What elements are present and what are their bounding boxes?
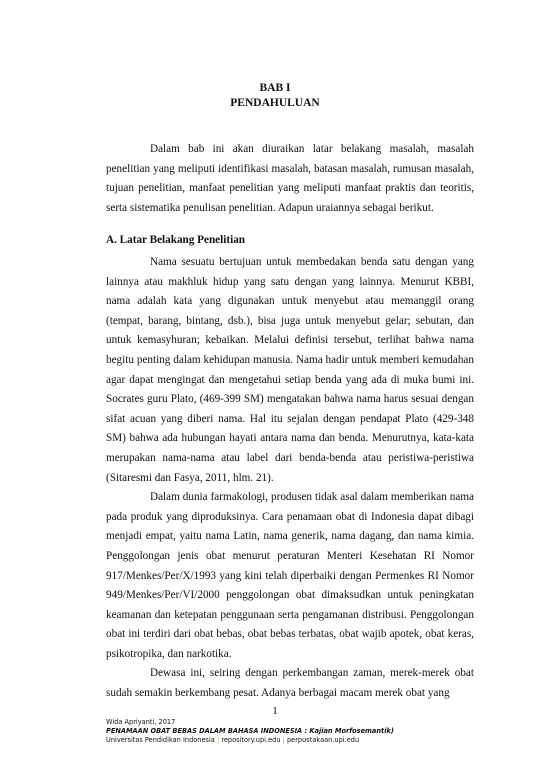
intro-text: Dalam bab ini akan diuraikan latar belakang masalah, masalah penelitian yang meliputi identifikasi masalah, batasan masalah, rumusan masalah, tujuan penelitian, manfaat penelitian yang meliputi manfaat praktis dan teoritis, serta sistematika penulisan penelitian. Adapun uraiannya sebagai berikut. [106, 143, 474, 214]
footer-university: Universitas Pendidikan Indonesia [106, 736, 215, 744]
page-footer [106, 718, 466, 745]
intro-paragraph [106, 140, 474, 218]
footer-links [106, 736, 466, 745]
section-title: A. Latar Belakang Penelitian [106, 234, 246, 246]
footer-separator: | [216, 736, 220, 744]
footer-author: Wida Apriyanti, 2017 [106, 718, 176, 726]
footer-library-link[interactable]: perpustakaan.upi.edu [286, 736, 360, 744]
paragraph: Nama sesuatu bertujuan untuk membedakan benda satu dengan yang lainnya atau makhluk hidup yang satu dengan yang lainnya. Menurut KBBI, nama adalah kata yang digunakan untuk menyebut atau memanggil orang (tempat, barang, bintang, dsb.), bisa juga untuk menyebut gelar; sebutan, dan untuk kemasyhuran; kebaikan. Melalui definisi tersebut, terlihat bahwa nama begitu penting dalam kehidupan manusia. Nama hadir untuk memberi kemudahan agar dapat mengingat dan mengetahui setiap benda yang ada di muka bumi ini. Socrates guru Plato, (469-399 SM) mengatakan bahwa nama harus sesuai dengan sifat acuan yang diberi nama. Hal itu sejalan dengan pendapat Plato (429-348 SM) bahwa ada hubungan hayati antara nama dan benda. Menurutnya, kata-kata merupakan nama-nama atau label dari benda-benda atau peristiwa-peristiwa (Sitaresmi dan Fasya, 2011, hlm. 21). [106, 256, 474, 484]
chapter-title: PENDAHULUAN [230, 97, 320, 109]
paragraph: Dewasa ini, seiring dengan perkembangan zaman, merek-merek obat sudah semakin berkembang pesat. Adanya berbagai macam merek obat yang [106, 667, 474, 700]
paragraph: Dalam dunia farmakologi, produsen tidak asal dalam memberikan nama pada produk yang diproduksinya. Cara penamaan obat di Indonesia dapat dibagi menjadi empat, yaitu nama Latin, nama generik, nama dagang, dan nama kimia. Penggolongan jenis obat menurut peraturan Menteri Kesehatan RI Nomor 917/Menkes/Per/X/1993 yang kini telah diperbaiki dengan Permenkes RI Nomor 949/Menkes/Per/VI/2000 penggolongan obat dimaksudkan untuk peningkatan keamanan dan ketepatan penggunaan serta pengamanan distribusi. Penggolongan obat ini terdiri dari obat bebas, obat bebas terbatas, obat wajib apotek, obat keras, psikotropika, dan narkotika. [106, 491, 474, 660]
section-body [106, 253, 474, 704]
footer-thesis-title: PENAMAAN OBAT BEBAS DALAM BAHASA INDONESIA : Kajian Morfosemantik) [106, 727, 394, 735]
footer-repository-link[interactable]: repository.upi.edu [221, 736, 281, 744]
page-number: 1 [272, 705, 278, 717]
chapter-number: BAB I [259, 82, 291, 94]
footer-separator: | [282, 736, 285, 744]
